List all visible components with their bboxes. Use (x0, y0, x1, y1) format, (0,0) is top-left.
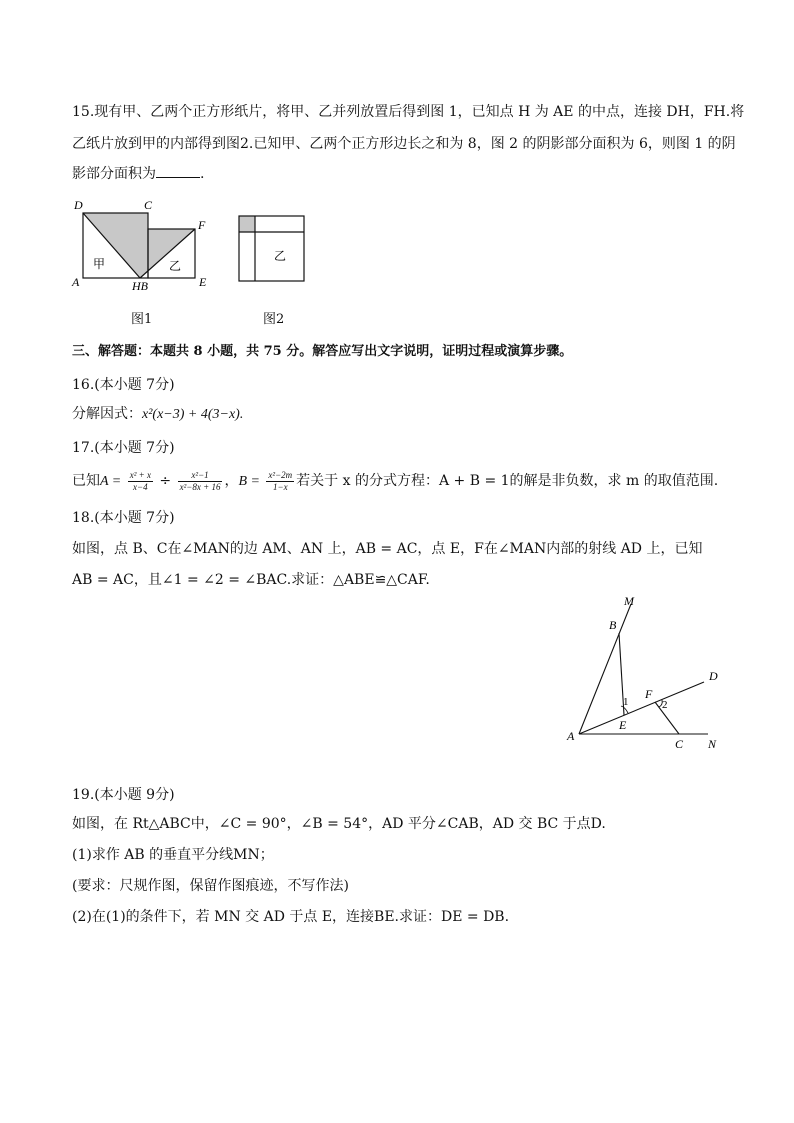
label-angle-1: 1 (623, 696, 629, 708)
q15-text-line2: 乙纸片放到甲的内部得到图2.已知甲、乙两个正方形边长之和为 8，图 2 的阴影部分面积为 6，则图 1 的阴 (72, 136, 736, 152)
q17-fraction-2: $\frac{\text{x²−1}}{\text{x²−8x + 16}}$ (179, 469, 221, 492)
q15-text-line1: 15.现有甲、乙两个正方形纸片，将甲、乙并列放置后得到图 1，已知点 H 为 AE 的中点，连接 DH，FH.将 (72, 104, 745, 120)
q18-line2: AB = AC，且∠1 = ∠2 = ∠BAC.求证：△ABE≌△CAF. (72, 572, 430, 588)
q15-line3-text: 影部分面积为 (72, 166, 156, 182)
label-jia: 甲 (93, 257, 106, 271)
q17-prefix: 已知 (72, 473, 100, 489)
ray-AM (579, 604, 631, 734)
q16-expression: x²(x−3) + 4(3−x). (142, 407, 244, 422)
q18-header: 18.(本小题 7分) (72, 510, 175, 526)
ray-AD (579, 682, 704, 734)
q16-prefix: 分解因式： (72, 406, 142, 422)
q17-fraction-3: $\frac{\text{x²−2m}}{1-x}$ (268, 469, 293, 492)
label-A: A (567, 729, 575, 743)
q19-line2: (1)求作 AB 的垂直平分线MN； (72, 847, 274, 863)
label-D: D (74, 198, 83, 212)
answer-blank (156, 165, 200, 178)
fig1-caption: 图1 (131, 312, 153, 327)
q16-body (72, 404, 738, 425)
figure-2 (236, 212, 308, 284)
q19-header: 19.(本小题 9分) (72, 787, 175, 803)
q17-fraction-1: $\frac{\text{x² + x}}{x-4}$ (129, 469, 151, 492)
section-3-heading: 三、解答题：本题共 8 小题，共 75 分。解答应写出文字说明，证明过程或演算步骤。 (72, 344, 573, 359)
figure-1 (62, 192, 222, 292)
q17-b-label: B = (238, 474, 260, 489)
fig2-caption: 图2 (263, 312, 285, 327)
label-M: M (624, 594, 634, 608)
label-N: N (708, 737, 717, 751)
label-angle-2: 2 (662, 699, 668, 711)
q18-line1: 如图，点 B、C在∠MAN的边 AM、AN 上，AB = AC，点 E，F在∠MAN内部的射线 AD 上，已知 (72, 541, 703, 557)
q17-header: 17.(本小题 7分) (72, 440, 175, 456)
label-yi: 乙 (169, 259, 182, 273)
label-A: A (72, 275, 80, 289)
label-D: D (709, 669, 718, 683)
q17-comma: ， (224, 473, 239, 489)
fig2-label-yi: 乙 (274, 249, 287, 263)
label-F: F (645, 687, 653, 701)
q17-body (72, 468, 738, 495)
label-B: B (609, 618, 617, 632)
q19-line1: 如图，在 Rt△ABC中，∠C = 90°，∠B = 54°，AD 平分∠CAB，AD 交 BC 于点D. (72, 816, 606, 832)
q17-suffix: 若关于 x 的分式方程：A + B = 1的解是非负数，求 m 的取值范围. (296, 473, 719, 489)
label-C: C (144, 198, 153, 212)
fig2-shaded-square (239, 216, 255, 232)
label-E: E (199, 275, 207, 289)
q18-figure (558, 588, 738, 758)
label-F: F (198, 218, 206, 232)
q17-a-label: A = (100, 474, 122, 489)
q19-line4: (2)在(1)的条件下，若 MN 交 AD 于点 E，连接BE.求证：DE = DB. (72, 909, 510, 925)
label-C: C (675, 737, 684, 751)
label-E: E (619, 718, 627, 732)
label-HB: HB (132, 279, 148, 292)
q16-header: 16.(本小题 7分) (72, 377, 175, 393)
q15-text-line3 (72, 164, 738, 184)
q19-line3: (要求：尺规作图，保留作图痕迹，不写作法) (72, 878, 349, 894)
q17-divide: ÷ (159, 473, 172, 489)
q15-line3-end: . (200, 166, 205, 182)
